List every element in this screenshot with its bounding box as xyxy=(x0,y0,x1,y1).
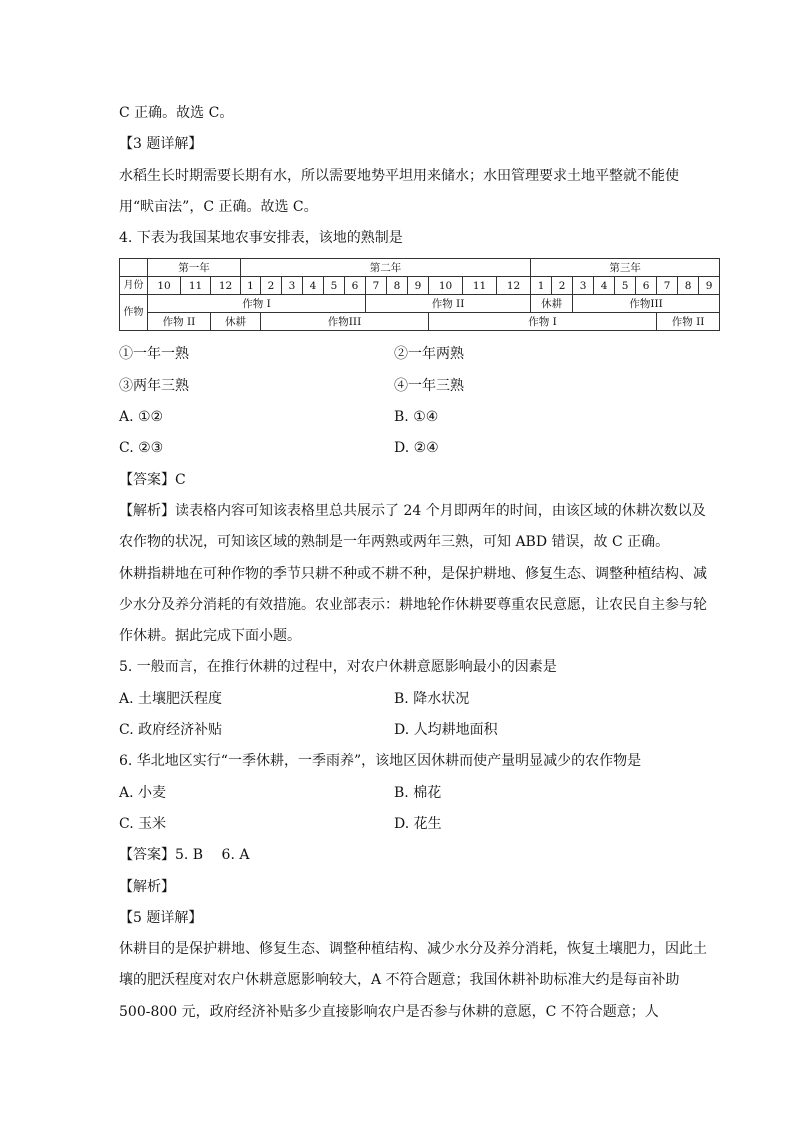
option-row xyxy=(119,402,709,433)
farm-schedule-table xyxy=(119,258,720,331)
table-row xyxy=(120,313,720,331)
month-cell: 11 xyxy=(181,277,211,295)
month-cell: 1 xyxy=(531,277,552,295)
month-row-header: 月份 xyxy=(120,277,148,295)
option-row xyxy=(119,715,709,746)
crop-cell: 作物 I xyxy=(429,313,657,331)
section-heading: 【3 题详解】 xyxy=(119,136,203,153)
option-d: D. ②④ xyxy=(394,440,439,457)
month-cell: 8 xyxy=(387,277,408,295)
crop-cell: 作物III xyxy=(573,295,720,313)
intro-paragraph: 休耕指耕地在可种作物的季节只耕不种或不耕不种，是保护耕地、修复生态、调整种植结构、减少水分及养分消耗的有效措施。农业部表示：耕地轮作休耕要尊重农民意愿，让农民自主参与轮作休耕。据此完成下面小题。 xyxy=(119,565,707,645)
month-cell: 5 xyxy=(615,277,636,295)
crop-cell: 作物 II xyxy=(657,313,720,331)
section-heading: 【5 题详解】 xyxy=(119,909,203,926)
text-line: 用“畎亩法”，C 正确。故选 C。 xyxy=(119,198,318,215)
month-cell: 6 xyxy=(345,277,366,295)
text-line: C 正确。故选 C。 xyxy=(119,105,234,121)
option-b: B. 降水状况 xyxy=(394,690,470,707)
option-row xyxy=(119,339,709,370)
detail-paragraph: 休耕目的是保护耕地、修复生态、调整种植结构、减少水分及养分消耗，恢复土壤肥力，因此土壤的肥沃程度对农户休耕意愿影响较大，A 不符合题意；我国休耕补助标准大约是每亩补助 500-800 元，政府经济补贴多少直接影响农户是否参与休耕的意愿，C 不符合题意；人 xyxy=(119,941,707,1020)
table-row xyxy=(120,259,720,277)
month-cell: 1 xyxy=(241,277,261,295)
month-cell: 3 xyxy=(282,277,303,295)
option-c: C. ②③ xyxy=(119,440,164,457)
crop-cell: 作物III xyxy=(261,313,429,331)
statement-3: ③两年三熟 xyxy=(119,377,189,394)
question-4-stem: 4. 下表为我国某地农事安排表，该地的熟制是 xyxy=(119,230,403,247)
option-d: D. 花生 xyxy=(394,815,442,832)
table-row xyxy=(120,277,720,295)
month-cell: 3 xyxy=(573,277,594,295)
month-cell: 2 xyxy=(261,277,282,295)
option-row xyxy=(119,684,709,715)
month-cell: 4 xyxy=(303,277,324,295)
answer-label: 【答案】C xyxy=(119,471,186,488)
option-b: B. ①④ xyxy=(394,409,439,426)
analysis-paragraph: 【解析】读表格内容可知该表格里总共展示了 24 个月即两年的时间，由该区域的休耕次数以及农作物的状况，可知该区域的熟制是一年两熟或两年三熟，可知 ABD 错误，故 C 正确。 xyxy=(119,502,706,551)
month-cell: 12 xyxy=(497,277,531,295)
table-row xyxy=(120,295,720,313)
month-cell: 8 xyxy=(678,277,699,295)
crop-row-header: 作物 xyxy=(120,295,148,331)
year-header: 第三年 xyxy=(531,259,720,277)
month-cell: 7 xyxy=(657,277,678,295)
option-a: A. 小麦 xyxy=(119,784,167,801)
month-cell: 12 xyxy=(211,277,241,295)
year-header: 第二年 xyxy=(241,259,531,277)
crop-cell: 作物 II xyxy=(366,295,531,313)
option-row xyxy=(119,433,709,464)
option-row xyxy=(119,809,709,840)
month-cell: 7 xyxy=(366,277,387,295)
month-cell: 10 xyxy=(429,277,463,295)
answer-label: 【答案】5. B 6. A xyxy=(119,847,250,864)
option-row xyxy=(119,778,709,809)
month-cell: 6 xyxy=(636,277,657,295)
table-cell xyxy=(120,259,148,277)
question-5-stem: 5. 一般而言，在推行休耕的过程中，对农户休耕意愿影响最小的因素是 xyxy=(119,659,557,676)
statement-4: ④一年三熟 xyxy=(394,377,464,394)
month-cell: 9 xyxy=(408,277,429,295)
option-d: D. 人均耕地面积 xyxy=(394,722,498,739)
option-c: C. 政府经济补贴 xyxy=(119,722,223,739)
month-cell: 4 xyxy=(594,277,615,295)
month-cell: 9 xyxy=(699,277,720,295)
option-a: A. 土壤肥沃程度 xyxy=(119,690,223,707)
crop-cell: 作物 II xyxy=(148,313,211,331)
question-6-stem: 6. 华北地区实行“一季休耕，一季雨养”，该地区因休耕而使产量明显减少的农作物是 xyxy=(119,753,642,770)
month-cell: 10 xyxy=(148,277,181,295)
month-cell: 5 xyxy=(324,277,345,295)
option-b: B. 棉花 xyxy=(394,784,442,801)
statement-1: ①一年一熟 xyxy=(119,346,189,363)
crop-cell: 休耕 xyxy=(531,295,573,313)
document-page xyxy=(119,98,713,1028)
option-row xyxy=(119,371,709,402)
crop-cell: 作物 I xyxy=(148,295,366,313)
year-header: 第一年 xyxy=(148,259,241,277)
statement-2: ②一年两熟 xyxy=(394,346,464,363)
month-cell: 11 xyxy=(463,277,497,295)
option-c: C. 玉米 xyxy=(119,815,167,832)
month-cell: 2 xyxy=(552,277,573,295)
analysis-heading: 【解析】 xyxy=(119,878,175,895)
text-line: 水稻生长时期需要长期有水，所以需要地势平坦用来储水；水田管理要求土地平整就不能使 xyxy=(119,167,679,184)
option-a: A. ①② xyxy=(119,409,164,426)
crop-cell: 休耕 xyxy=(211,313,261,331)
